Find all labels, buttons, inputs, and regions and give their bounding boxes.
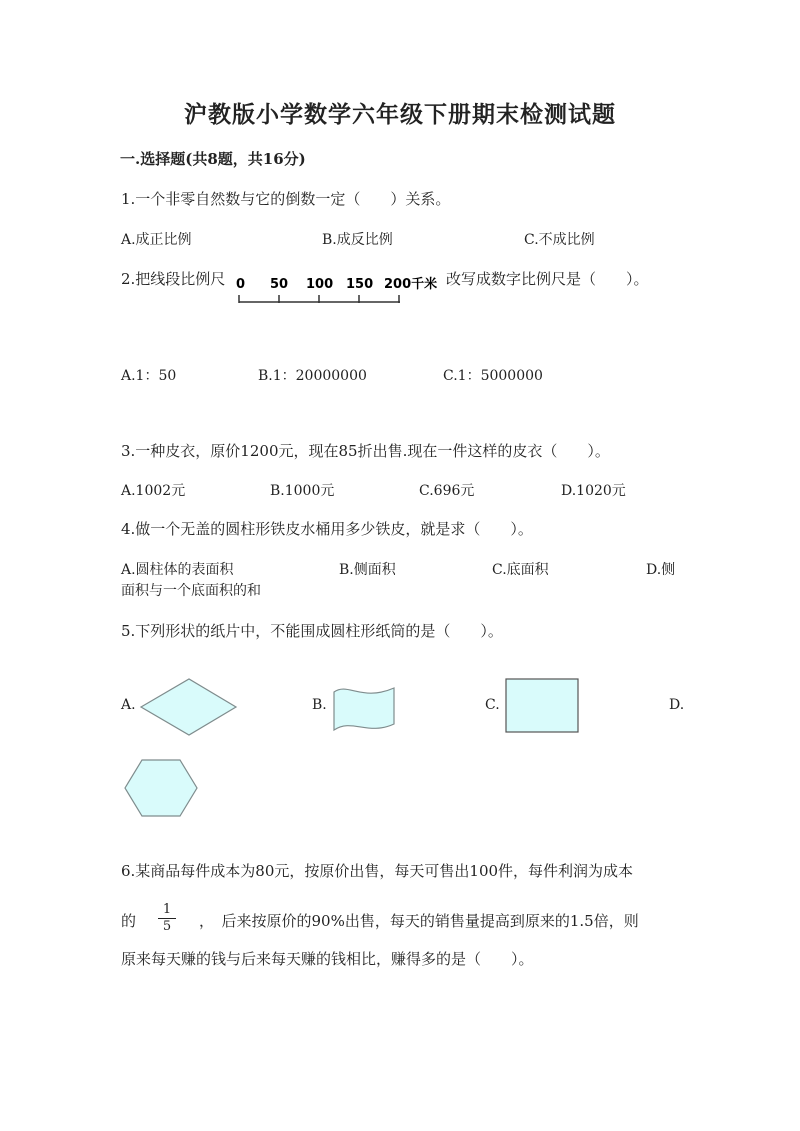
section-heading: 一.选择题(共8题，共16分) — [120, 150, 306, 168]
q4-option-a[interactable]: A.圆柱体的表面积 — [121, 562, 234, 578]
fraction-numerator: 1 — [162, 902, 172, 917]
q5-label-b[interactable]: B. — [312, 697, 327, 713]
line-scale-figure — [232, 272, 450, 308]
rhombus-shape[interactable] — [139, 676, 239, 738]
q5-label-a[interactable]: A. — [121, 697, 136, 713]
question-6-line-2-end: ， 后来按原价的90%出售，每天的销售量提高到原来的1.5倍，则 — [199, 912, 639, 930]
q5-label-d[interactable]: D. — [669, 697, 685, 713]
scale-label-200: 200千米 — [384, 277, 438, 292]
question-6-line-3: 原来每天赚的钱与后来每天赚的钱相比，赚得多的是（ ）。 — [121, 950, 534, 968]
scale-label-50: 50 — [270, 277, 289, 292]
question-1-stem: 1.一个非零自然数与它的倒数一定（ ）关系。 — [121, 190, 451, 208]
wavy-paper-shape[interactable] — [330, 684, 398, 734]
hexagon-shape[interactable] — [123, 758, 199, 818]
fraction-denominator: 5 — [162, 919, 172, 934]
q4-option-d[interactable]: D.侧 — [646, 562, 676, 578]
rectangle-shape[interactable] — [505, 678, 580, 734]
q2-option-b[interactable]: B.1：20000000 — [258, 368, 367, 384]
q1-option-b[interactable]: B.成反比例 — [322, 232, 393, 248]
scale-label-100: 100 — [306, 277, 334, 292]
q1-option-c[interactable]: C.不成比例 — [524, 232, 595, 248]
q2-option-a[interactable]: A.1：50 — [121, 368, 177, 384]
q4-option-c[interactable]: C.底面积 — [492, 562, 549, 578]
q1-option-a[interactable]: A.成正比例 — [121, 232, 192, 248]
scale-label-0: 0 — [236, 277, 246, 292]
question-5-stem: 5.下列形状的纸片中，不能围成圆柱形纸筒的是（ ）。 — [121, 622, 503, 640]
q4-option-d-continued: 面积与一个底面积的和 — [121, 583, 261, 599]
q4-option-b[interactable]: B.侧面积 — [339, 562, 396, 578]
page-title: 沪教版小学数学六年级下册期末检测试题 — [184, 101, 616, 128]
question-3-stem: 3.一种皮衣，原价1200元，现在85折出售.现在一件这样的皮衣（ ）。 — [121, 442, 610, 460]
question-6-line-2-start: 的 — [121, 912, 137, 930]
scale-label-150: 150 — [346, 277, 374, 292]
q3-option-b[interactable]: B.1000元 — [270, 483, 335, 499]
q5-label-c[interactable]: C. — [485, 697, 500, 713]
question-6-line-1: 6.某商品每件成本为80元，按原价出售，每天可售出100件，每件利润为成本 — [121, 862, 634, 880]
q3-option-d[interactable]: D.1020元 — [561, 483, 626, 499]
q2-option-c[interactable]: C.1：5000000 — [443, 368, 543, 384]
question-2-stem-start: 2.把线段比例尺 — [121, 270, 226, 288]
question-2-stem-end: 改写成数字比例尺是（ ）。 — [446, 270, 649, 288]
q3-option-a[interactable]: A.1002元 — [121, 483, 186, 499]
q3-option-c[interactable]: C.696元 — [419, 483, 475, 499]
fraction-one-fifth — [158, 903, 176, 934]
question-4-stem: 4.做一个无盖的圆柱形铁皮水桶用多少铁皮，就是求（ ）。 — [121, 520, 533, 538]
